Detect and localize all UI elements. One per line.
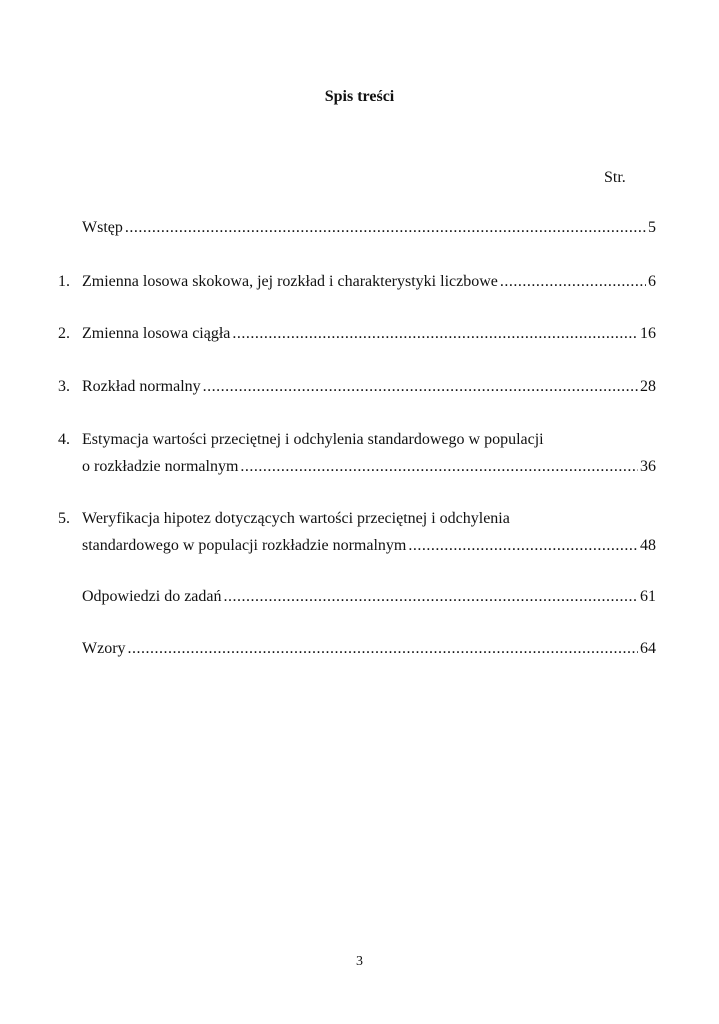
- toc-page-number: 64: [640, 640, 656, 657]
- toc-entry-title: Wstęp: [82, 219, 123, 236]
- toc-entry-title: o rozkładzie normalnym: [82, 458, 239, 475]
- leader-dots: [224, 587, 638, 607]
- toc-line: [82, 457, 656, 477]
- leader-dots: [500, 272, 646, 292]
- leader-dots: [408, 536, 638, 556]
- toc-entry-title: Odpowiedzi do zadań: [82, 588, 222, 605]
- leader-dots: [128, 639, 638, 659]
- toc-entry-number: 3.: [58, 378, 70, 395]
- toc-entry-title: Zmienna losowa ciągła: [82, 325, 231, 342]
- page-title: Spis treści: [324, 88, 395, 105]
- toc-entry-number: 4.: [58, 431, 70, 448]
- toc-page-number: 6: [648, 273, 656, 290]
- toc-line: [82, 377, 656, 397]
- toc-page-number: 5: [648, 219, 656, 236]
- toc-entry-number: 2.: [58, 325, 70, 342]
- toc-entry-number: 5.: [58, 510, 70, 527]
- toc-entry-title: Wzory: [82, 640, 126, 657]
- toc-page-number: 48: [640, 537, 656, 554]
- toc-line: [82, 218, 656, 238]
- leader-dots: [232, 324, 638, 344]
- toc-line: [82, 639, 656, 659]
- page-column-label: Str.: [604, 169, 626, 186]
- toc-page-number: 16: [640, 325, 656, 342]
- toc-line: [82, 587, 656, 607]
- toc-entry-title: standardowego w populacji rozkładzie normalnym: [82, 537, 407, 554]
- toc-line: [82, 272, 656, 292]
- toc-line: [82, 536, 656, 556]
- toc-line: [82, 324, 656, 344]
- toc-page-number: 36: [640, 458, 656, 475]
- toc-page-number: 61: [640, 588, 656, 605]
- leader-dots: [240, 457, 638, 477]
- toc-entry-title: Rozkład normalny: [82, 378, 201, 395]
- toc-entry-number: 1.: [58, 273, 70, 290]
- leader-dots: [125, 218, 646, 238]
- toc-entry-title: Zmienna losowa skokowa, jej rozkład i charakterystyki liczbowe: [82, 273, 498, 290]
- toc-page-number: 28: [640, 378, 656, 395]
- toc-entry-title-first-line: Weryfikacja hipotez dotyczących wartości przeciętnej i odchylenia: [82, 510, 510, 527]
- leader-dots: [203, 377, 638, 397]
- page-number-footer: 3: [356, 954, 363, 969]
- toc-entry-title-first-line: Estymacja wartości przeciętnej i odchylenia standardowego w populacji: [82, 431, 544, 448]
